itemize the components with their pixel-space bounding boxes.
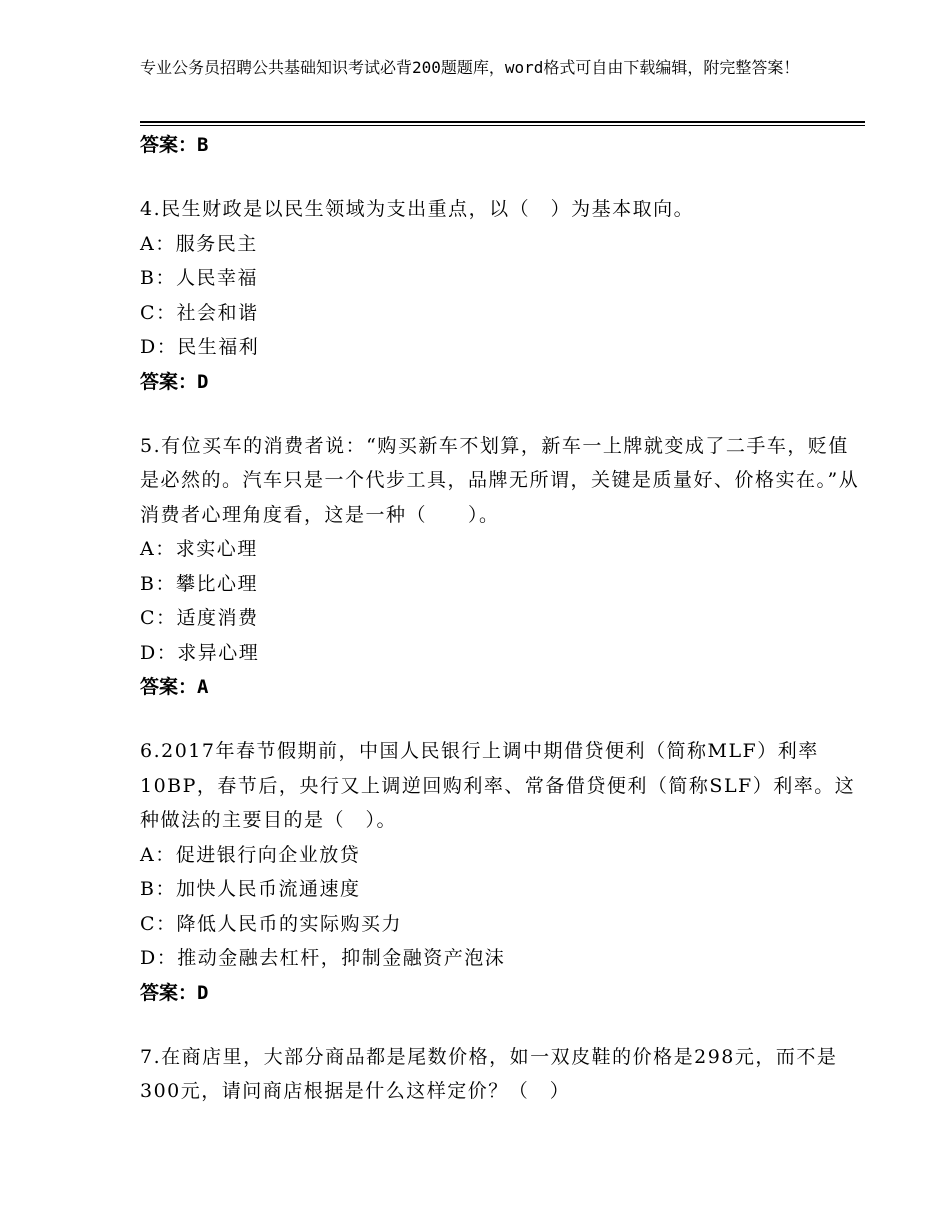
header-rule-thin [140,125,865,126]
option-d: D：推动金融去杠杆，抑制金融资产泡沫 [140,947,506,969]
answer-line: 答案：D [140,370,209,393]
previous-answer: 答案：B [140,134,209,156]
option-a: A：促进银行向企业放贷 [140,843,361,866]
answer-line: 答案：D [140,981,209,1004]
page-header: 专业公务员招聘公共基础知识考试必背200题题库，word格式可自由下载编辑，附完整答案！ [140,58,800,77]
option-c: C：适度消费 [140,607,259,629]
question-stem: 7.在商店里，大部分商品都是尾数价格，如一双皮鞋的价格是298元，而不是300元，请问商店根据是什么这样定价？（ ） [140,1045,838,1102]
option-d: D：求异心理 [140,641,260,664]
option-a: A：求实心理 [140,538,258,560]
question-7 [140,1040,860,1109]
option-b: B：人民幸福 [140,267,258,289]
option-b: B：加快人民币流通速度 [140,878,361,900]
answer-line: 答案：A [140,676,209,698]
option-c: C：降低人民币的实际购买力 [140,912,403,935]
header-rule-thick [140,121,865,123]
question-list [140,128,860,1109]
question-stem: 6.2017年春节假期前，中国人民银行上调中期借贷便利（简称MLF）利率10BP，春节后，央行又上调逆回购利率、常备借贷便利（简称SLF）利率。这种做法的主要目的是（ ）。 [140,740,856,831]
option-b: B：攀比心理 [140,572,258,595]
option-a: A：服务民主 [140,232,258,255]
question-6 [140,734,860,1010]
question-5 [140,429,860,705]
option-d: D：民生福利 [140,336,260,358]
question-stem: 4.民生财政是以民生领域为支出重点，以（ ）为基本取向。 [140,198,695,220]
question-stem: 5.有位买车的消费者说：“购买新车不划算，新车一上牌就变成了二手车，贬值是必然的。汽车只是一个代步工具，品牌无所谓，关键是质量好、价格实在。”从消费者心理角度看，这是一种（ ）。 [140,434,860,526]
option-c: C：社会和谐 [140,301,259,324]
question-4 [140,192,860,399]
